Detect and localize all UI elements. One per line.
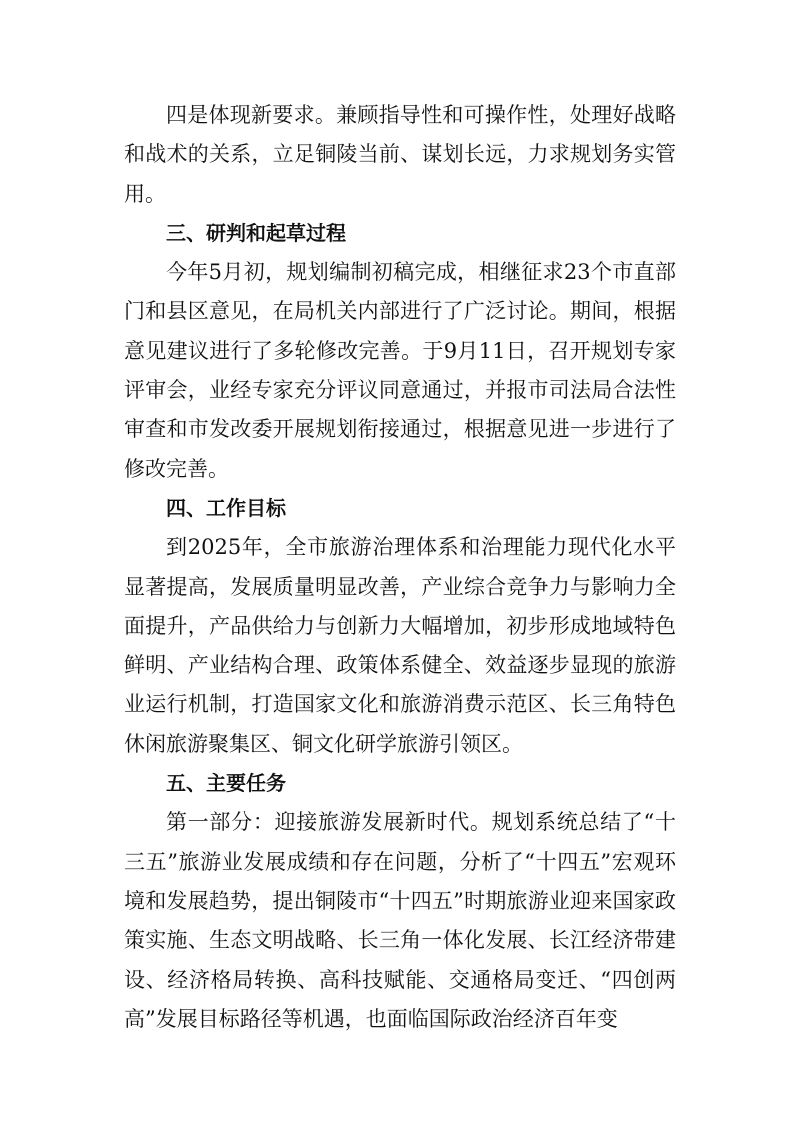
paragraph-work-goals: 到2025年，全市旅游治理体系和治理能力现代化水平显著提高，发展质量明显改善，产业综合竞争力与影响力全面提升，产品供给力与创新力大幅增加，初步形成地域特色鲜明、产业结构合理、政策体系健全、效益逐步显现的旅游业运行机制，打造国家文化和旅游消费示范区、长三角特色休闲旅游聚集区、铜文化研学旅游引领区。 [124,535,676,756]
paragraph-drafting-process: 今年5月初，规划编制初稿完成，相继征求23个市直部门和县区意见，在局机关内部进行了广泛讨论。期间，根据意见建议进行了多轮修改完善。于9月11日，召开规划专家评审会，业经专家充分评议同意通过，并报市司法局合法性审查和市发改委开展规划衔接通过，根据意见进一步进行了修改完善。 [124,260,676,481]
section-heading-research-drafting: 三、研判和起草过程 [166,220,346,245]
section-heading-main-tasks: 五、主要任务 [166,771,286,796]
document-body [124,96,676,1039]
paragraph-main-tasks-part-one: 第一部分：迎接旅游发展新时代。规划系统总结了“十三五”旅游业发展成绩和存在问题，分析了“十四五”宏观环境和发展趋势，提出铜陵市“十四五”时期旅游业迎来国家政策实施、生态文明战略、长三角一体化发展、长江经济带建设、经济格局转换、高科技赋能、交通格局变迁、“四创两高”发展目标路径等机遇，也面临国际政治经济百年变 [124,810,676,1031]
paragraph-new-requirements: 四是体现新要求。兼顾指导性和可操作性，处理好战略和战术的关系，立足铜陵当前、谋划长远，力求规划务实管用。 [124,103,676,206]
section-heading-work-goals: 四、工作目标 [166,495,286,520]
